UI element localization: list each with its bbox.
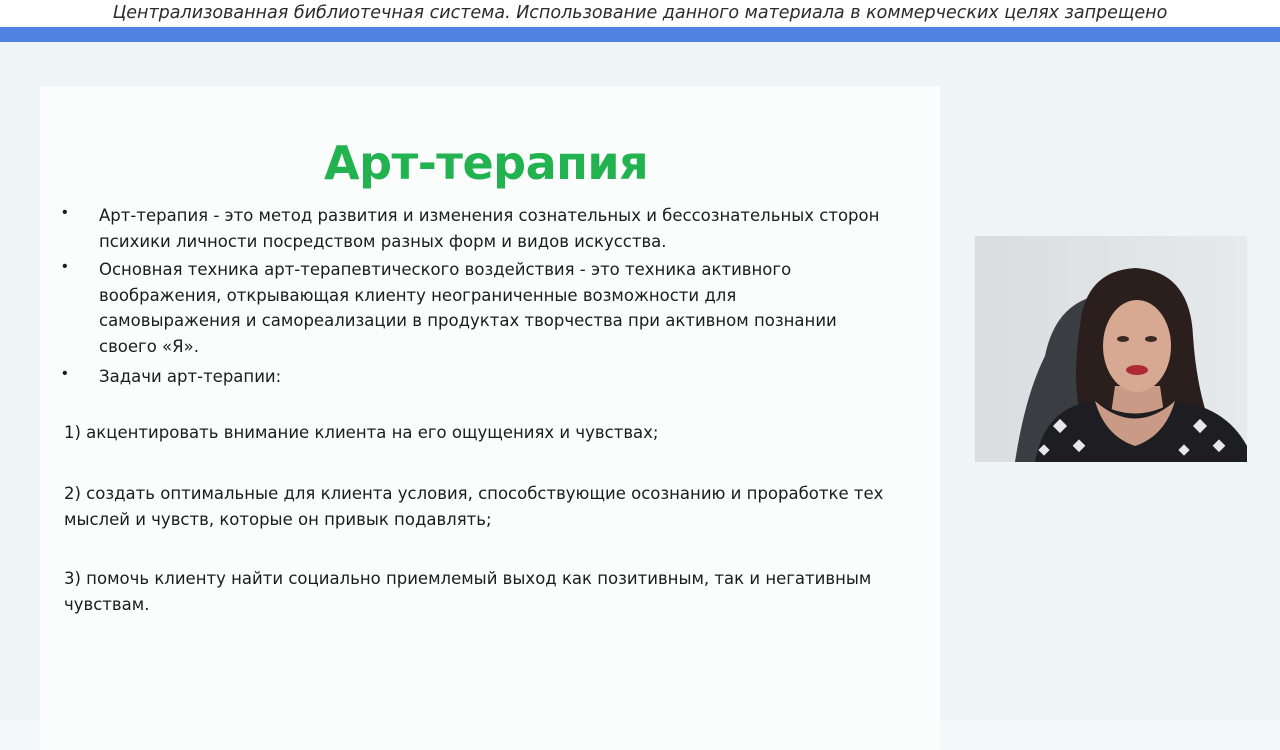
bullet-2-line-4: своего «Я». <box>99 337 199 356</box>
bullet-icon: • <box>62 365 68 382</box>
bullet-1-line-2: психики личности посредством разных форм и видов искусства. <box>99 232 667 251</box>
task-1-line-1: 1) акцентировать внимание клиента на его ощущениях и чувствах; <box>64 423 659 442</box>
header-accent-bar <box>0 27 1280 42</box>
presentation-slide <box>40 86 940 750</box>
task-3-line-2: чувствам. <box>64 595 150 614</box>
webcam-video-feed <box>975 236 1247 462</box>
bullet-icon: • <box>62 204 68 221</box>
slide-title: Арт-терапия <box>324 136 649 190</box>
bullet-icon: • <box>62 258 68 275</box>
bullet-2-line-1: Основная техника арт-терапевтического воздействия - это техника активного <box>99 260 792 279</box>
bullet-2-line-2: воображения, открывающая клиенту неограниченные возможности для <box>99 286 737 305</box>
bullet-2-line-3: самовыражения и самореализации в продуктах творчества при активном познании <box>99 311 837 330</box>
watermark-bar <box>0 0 1280 27</box>
watermark-text: Централизованная библиотечная система. Использование данного материала в коммерческих целях запрещено <box>112 3 1168 23</box>
task-3-line-1: 3) помочь клиенту найти социально приемлемый выход как позитивным, так и негативным <box>64 569 872 588</box>
presenter-image <box>975 236 1247 462</box>
task-2-line-2: мыслей и чувств, которые он привык подавлять; <box>64 510 492 529</box>
bullet-3-line-1: Задачи арт-терапии: <box>99 367 282 386</box>
bullet-1-line-1: Арт-терапия - это метод развития и изменения сознательных и бессознательных сторон <box>99 206 880 225</box>
task-2-line-1: 2) создать оптимальные для клиента условия, способствующие осознанию и проработке тех <box>64 484 884 503</box>
